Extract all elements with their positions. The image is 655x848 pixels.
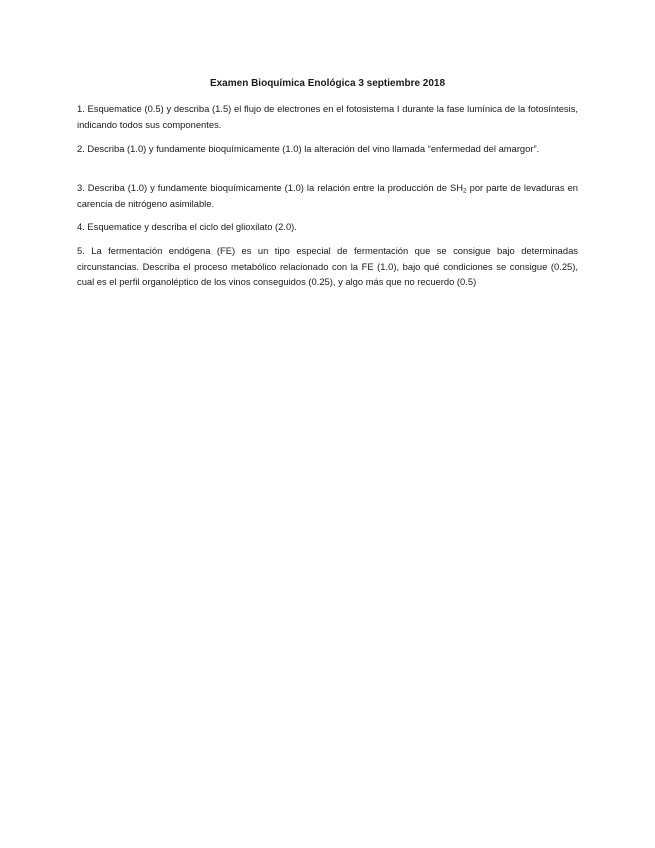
question-3-text-before: 3. Describa (1.0) y fundamente bioquímicamente (1.0) la relación entre la producción de SH xyxy=(77,182,463,193)
question-3-text-after: por parte de levaduras en carencia de nitrógeno asimilable. xyxy=(77,182,578,209)
exam-title: Examen Bioquímica Enológica 3 septiembre 2018 xyxy=(209,78,446,89)
question-1: 1. Esquematice (0.5) y describa (1.5) el flujo de electrones en el fotosistema I durante la fase lumínica de la fotosíntesis, indicando todos sus componentes. xyxy=(77,103,578,130)
question-4: 4. Esquematice y describa el ciclo del glioxilato (2.0). xyxy=(77,221,297,232)
question-3 xyxy=(77,180,578,211)
question-3-subscript: 2 xyxy=(462,187,467,195)
question-5: 5. La fermentación endógena (FE) es un tipo especial de fermentación que se consigue bajo determinadas circunstancias. Describa el proceso metabólico relacionado con la FE (1.0), bajo qué condiciones se consigue (0.25), cual es el perfil organoléptico de los vinos conseguidos (0.25), y algo más que no recuerdo (0.5) xyxy=(77,245,578,287)
question-2: 2. Describa (1.0) y fundamente bioquímicamente (1.0) la alteración del vino llamada “enfermedad del amargor”. xyxy=(77,143,540,154)
